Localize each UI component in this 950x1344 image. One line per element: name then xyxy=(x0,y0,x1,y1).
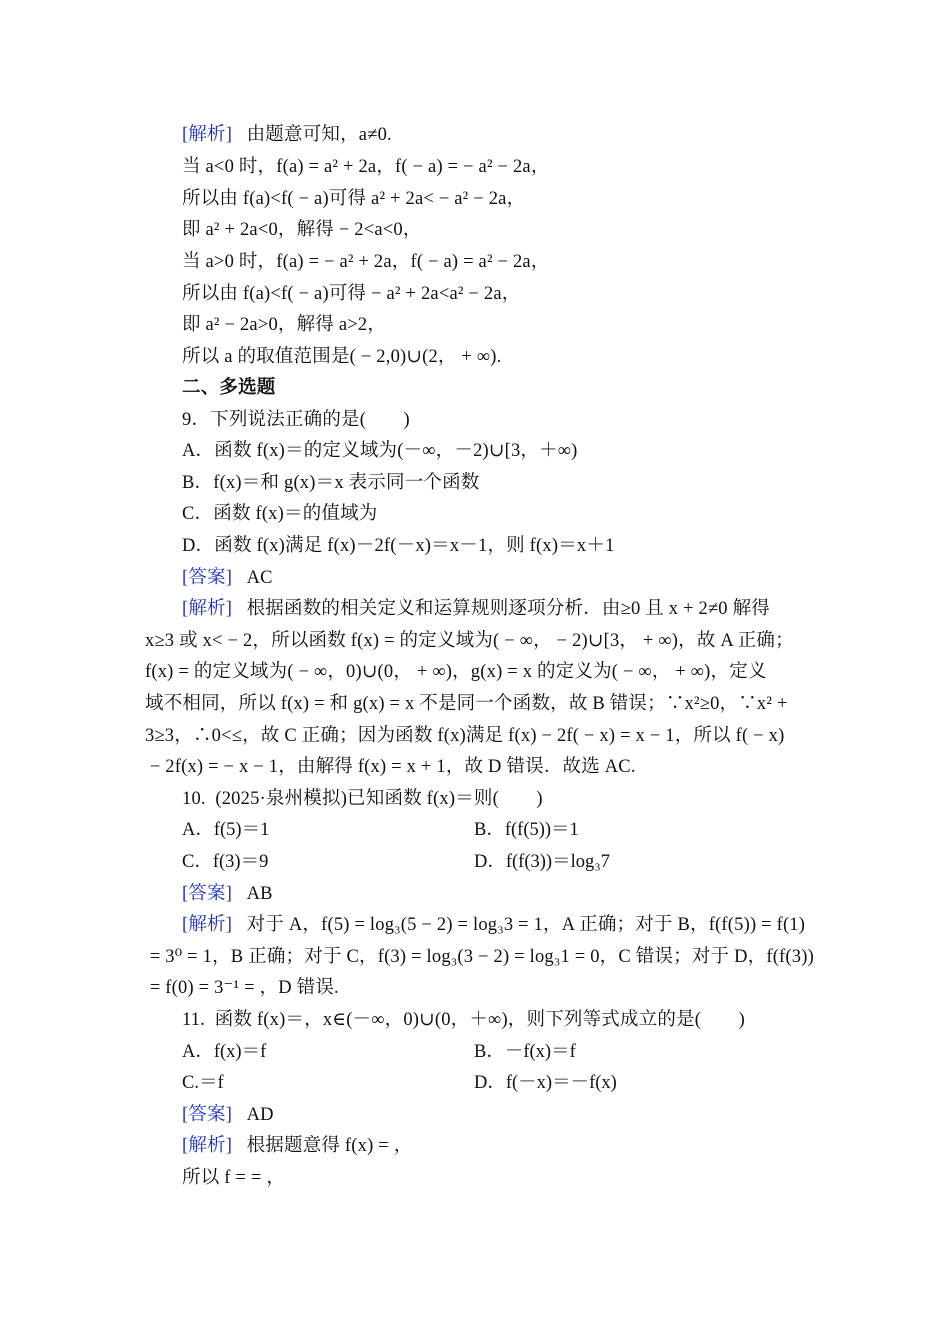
analysis-line: x≥3 或 x< − 2，所以函数 f(x) = 的定义域为( − ∞， − 2)∪[3， + ∞)，故 A 正确； xyxy=(145,631,794,651)
question-stem: 11. 函数 f(x)＝，x∈(－∞，0)∪(0，＋∞)，则下列等式成立的是( ) xyxy=(182,1010,745,1030)
analysis-line: − 2f(x) = − x − 1，由解得 f(x) = x + 1，故 D 错误．故选 AC. xyxy=(145,757,636,777)
analysis-line: 所以由 f(a)<f( − a)可得 − a² + 2a<a² − 2a， xyxy=(182,284,521,304)
section-heading: 二、多选题 xyxy=(182,378,276,398)
analysis-text: 由题意可知，a≠0. xyxy=(246,125,392,145)
analysis-line: 所以由 f(a)<f( − a)可得 a² + 2a< − a² − 2a， xyxy=(182,189,526,209)
analysis-line: 当 a<0 时，f(a) = a² + 2a，f( − a) = − a² − 2a， xyxy=(182,157,550,177)
option-d: D．函数 f(x)满足 f(x)－2f(－x)＝x－1，则 f(x)＝x＋1 xyxy=(182,536,615,556)
analysis-line: 域不相同，所以 f(x) = 和 g(x) = x 不是同一个函数，故 B 错误；∵x²≥0，∵x² + xyxy=(145,694,788,714)
analysis-text: 根据函数的相关定义和运算规则逐项分析．由≥0 且 x + 2≠0 解得 xyxy=(246,599,770,619)
analysis-tag: [解析] xyxy=(182,1136,233,1156)
option-a: A．函数 f(x)＝的定义域为(－∞，－2)∪[3，＋∞) xyxy=(182,441,578,461)
answer-value: AB xyxy=(246,884,273,904)
option-b: B．f(x)＝和 g(x)＝x 表示同一个函数 xyxy=(182,473,480,493)
analysis-tag: [解析] xyxy=(182,915,233,935)
answer-tag: [答案] xyxy=(182,568,233,588)
analysis-tag: [解析] xyxy=(182,125,233,145)
analysis-line: 即 a² − 2a>0，解得 a>2， xyxy=(182,315,387,335)
option-b: B．f(f(5))＝1 xyxy=(474,820,579,840)
answer-value: AD xyxy=(246,1105,274,1125)
analysis-line: = 3⁰ = 1，B 正确；对于 C，f(3) = log₃(3 − 2) = log₃1 = 0，C 错误；对于 D，f(f(3)) xyxy=(145,947,814,967)
question-stem: 9．下列说法正确的是( ) xyxy=(182,410,410,430)
analysis-line: 3≥3，∴0<≤，故 C 正确；因为函数 f(x)满足 f(x) − 2f( − x) = x − 1，所以 f( − x) xyxy=(145,726,785,746)
answer-line xyxy=(182,882,273,906)
analysis-line: 所以 f = = ， xyxy=(182,1168,286,1188)
question-stem: 10. (2025·泉州模拟)已知函数 f(x)＝则( ) xyxy=(182,789,543,809)
option-c: C．f(3)＝9 xyxy=(182,852,269,872)
option-a: A．f(x)＝f xyxy=(182,1042,267,1062)
option-b: B．－f(x)＝f xyxy=(474,1042,576,1062)
option-c: C.＝f xyxy=(182,1073,224,1093)
answer-line xyxy=(182,566,273,590)
answer-line xyxy=(182,1103,274,1127)
analysis-line: 所以 a 的取值范围是( − 2,0)∪(2， + ∞). xyxy=(182,347,502,367)
analysis-line: 即 a² + 2a<0，解得 − 2<a<0， xyxy=(182,220,422,240)
analysis-text: 根据题意得 f(x) = ， xyxy=(246,1136,413,1156)
analysis-line: 当 a>0 时，f(a) = − a² + 2a，f( − a) = a² − 2a， xyxy=(182,252,550,272)
analysis-line xyxy=(182,913,805,937)
answer-tag: [答案] xyxy=(182,884,233,904)
analysis-line: = f(0) = 3⁻¹ = ，D 错误. xyxy=(145,978,339,998)
answer-tag: [答案] xyxy=(182,1105,233,1125)
option-c: C．函数 f(x)＝的值域为 xyxy=(182,504,378,524)
answer-value: AC xyxy=(246,568,273,588)
option-d: D．f(f(3))＝log₃7 xyxy=(474,852,610,872)
analysis-line xyxy=(182,123,392,147)
analysis-line: f(x) = 的定义域为( − ∞，0)∪(0， + ∞)，g(x) = x 的定义为( − ∞， + ∞)，定义 xyxy=(145,662,767,682)
analysis-tag: [解析] xyxy=(182,599,233,619)
analysis-line xyxy=(182,1134,412,1158)
analysis-text: 对于 A，f(5) = log₃(5 − 2) = log₃3 = 1，A 正确；对于 B，f(f(5)) = f(1) xyxy=(246,915,806,935)
option-d: D．f(－x)＝－f(x) xyxy=(474,1073,617,1093)
option-a: A．f(5)＝1 xyxy=(182,820,270,840)
analysis-line xyxy=(182,597,770,621)
